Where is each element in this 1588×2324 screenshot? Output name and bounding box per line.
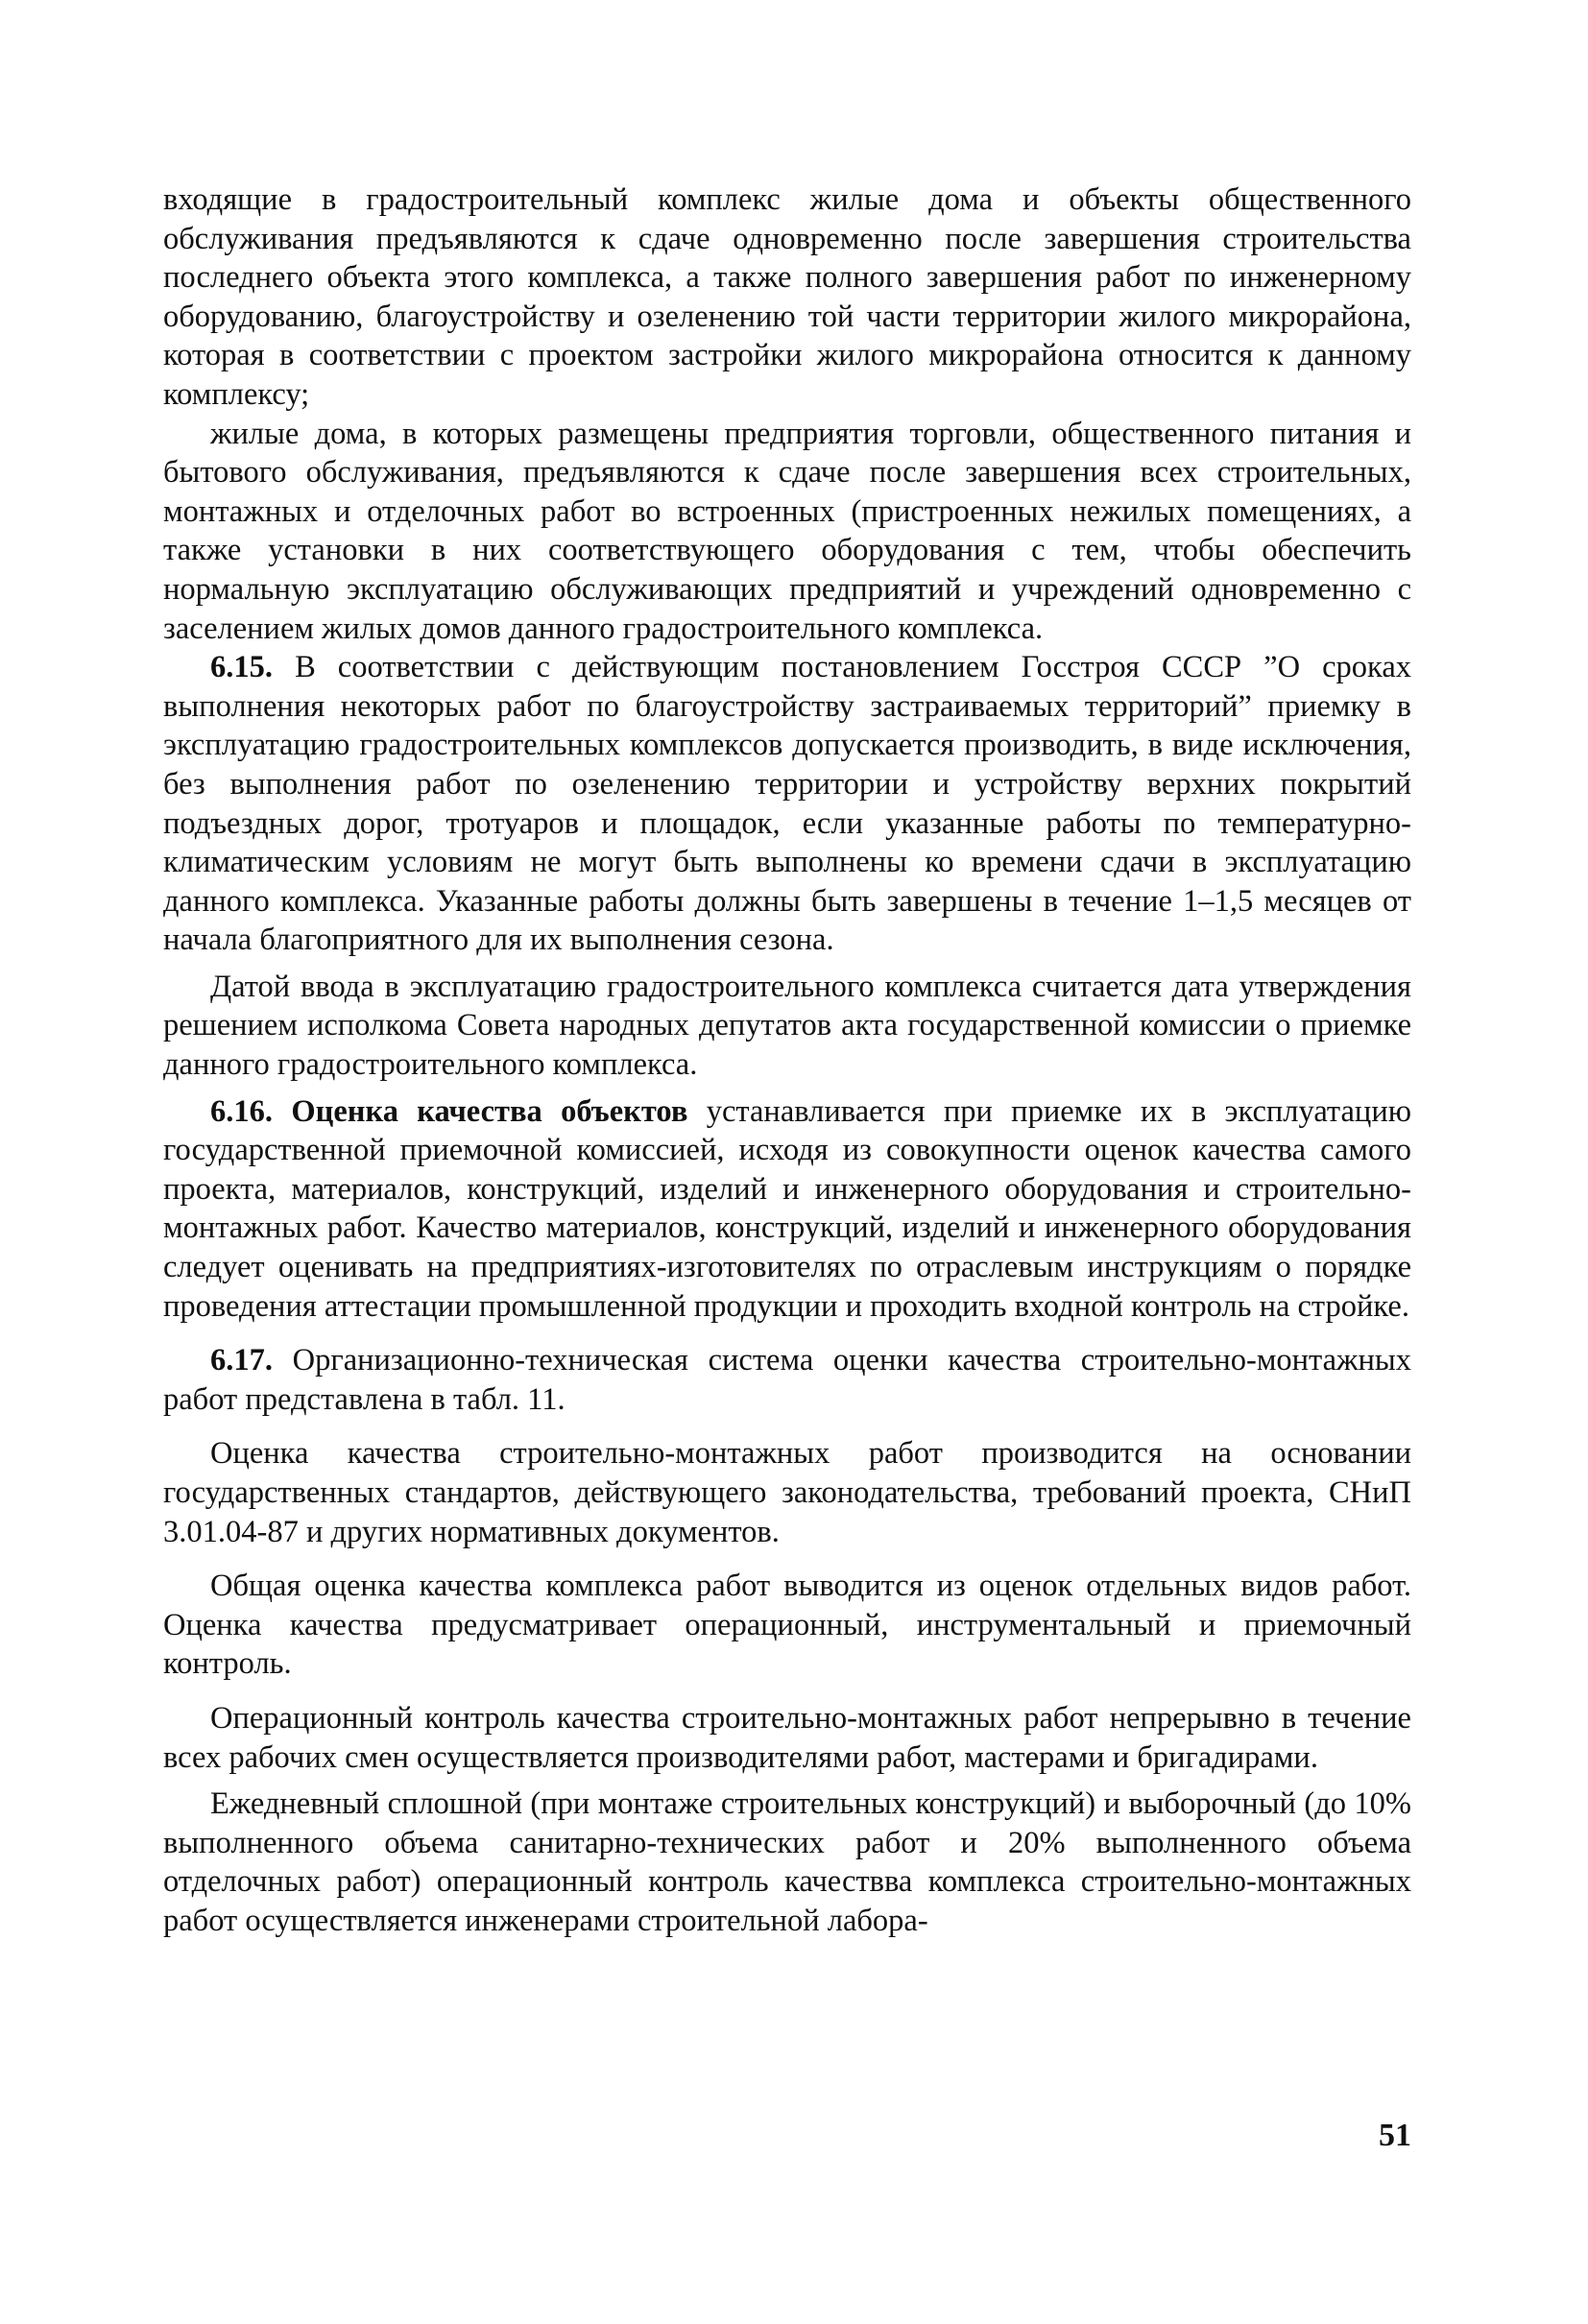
paragraph-6-15 [163, 648, 1411, 960]
paragraph-6-16 [163, 1092, 1411, 1327]
paragraph-text: жилые дома, в которых размещены предприятия торговли, общественного питания и бытового обслуживания, предъявляются к сдаче после завершения всех строительных, монтажных и отделочных работ во встроенных (пристроенных нежилых помещениях, а также установки в них соответствующего оборудования с тем, чтобы обеспечить нормальную эксплуатацию обслуживающих предприятий и учреждений одновременно с заселением жилых домов данного градостроительного комплекса. [163, 416, 1411, 646]
paragraph-6-17 [163, 1341, 1411, 1419]
paragraph-text: Общая оценка качества комплекса работ выводится из оценок отдельных видов работ. Оценка качества предусматривает операционный, инструментальный и приемочный контроль. [163, 1569, 1411, 1682]
paragraph-text: Датой ввода в эксплуатацию градостроительного комплекса считается дата утверждения решением исполкома Совета народных депутатов акта государственной комиссии о приемке данного градостроительного комплекса. [163, 969, 1411, 1083]
section-number: 6.16. [210, 1093, 273, 1129]
paragraph-residential-buildings [163, 415, 1411, 649]
page-number: 51 [1379, 2118, 1411, 2153]
paragraph-text: входящие в градостроительный комплекс жилые дома и объекты общественного обслуживания предъявляются к сдаче одновременно после завершения строительства последнего объекта этого комплекса, а также полного завершения работ по инженерному оборудованию, благоустройству и озеленению той части территории жилого микрорайона, которая в соответствии с проектом застройки жилого микрорайона относится к данному комплексу; [163, 182, 1411, 412]
paragraph-continuation [163, 180, 1411, 415]
emphasized-term: Оценка качества объектов [291, 1093, 688, 1129]
paragraph-quality-assessment [163, 1434, 1411, 1551]
paragraph-text: Оценка качества строительно-монтажных работ производится на основании государственных стандартов, действующего законодательства, требований проекта, СНиП 3.01.04-87 и других нормативных документов. [163, 1436, 1411, 1549]
paragraph-commissioning-date [163, 968, 1411, 1085]
paragraph-daily-control [163, 1785, 1411, 1940]
paragraph-text: Ежедневный сплошной (при монтаже строительных конструкций) и выборочный (до 10% выполненного объема санитарно-технических работ и 20% выполненного объема отделочных работ) операционный контроль качествва комплекса строительно-монтажных работ осуществляется инженерами строительной лабора- [163, 1786, 1411, 1938]
paragraph-text: В соответствии с действующим постановлением Госстроя СССР ”О сроках выполнения некоторых работ по благоустройству застраиваемых территорий” приемку в эксплуатацию градостроительных комплексов допускается производить, в виде исключения, без выполнения работ по озеленению территории и устройству верхних покрытий подъездных дорог, тротуаров и площадок, если указанные работы по температурно-климатическим условиям не могут быть выполнены ко времени сдачи в эксплуатацию данного комплекса. Указанные работы должны быть завершены в течение 1–1,5 месяцев от начала благоприятного для их выполнения сезона. [163, 650, 1412, 958]
paragraph-operational-control [163, 1699, 1411, 1777]
paragraph-overall-assessment [163, 1567, 1411, 1684]
paragraph-text: устанавливается при приемке их в эксплуатацию государственной приемочной комиссией, исходя из совокупности оценок качества самого проекта, материалов, конструкций, изделий и инженерного оборудования и строительно-монтажных работ. Качество материалов, конструкций, изделий и инженерного оборудования следует оценивать на предприятиях-изготовителях по отраслевым инструкциям о порядке проведения аттестации промышленной продукции и проходить входной контроль на стройке. [163, 1093, 1411, 1324]
paragraph-text: Организационно-техническая система оценки качества строительно-монтажных работ представлена в табл. 11. [163, 1343, 1411, 1417]
paragraph-text: Операционный контроль качества строительно-монтажных работ непрерывно в течение всех рабочих смен осуществляется производителями работ, мастерами и бригадирами. [163, 1700, 1411, 1775]
body-text [163, 180, 1411, 1941]
section-number: 6.15. [210, 650, 273, 685]
section-number: 6.17. [210, 1343, 273, 1378]
